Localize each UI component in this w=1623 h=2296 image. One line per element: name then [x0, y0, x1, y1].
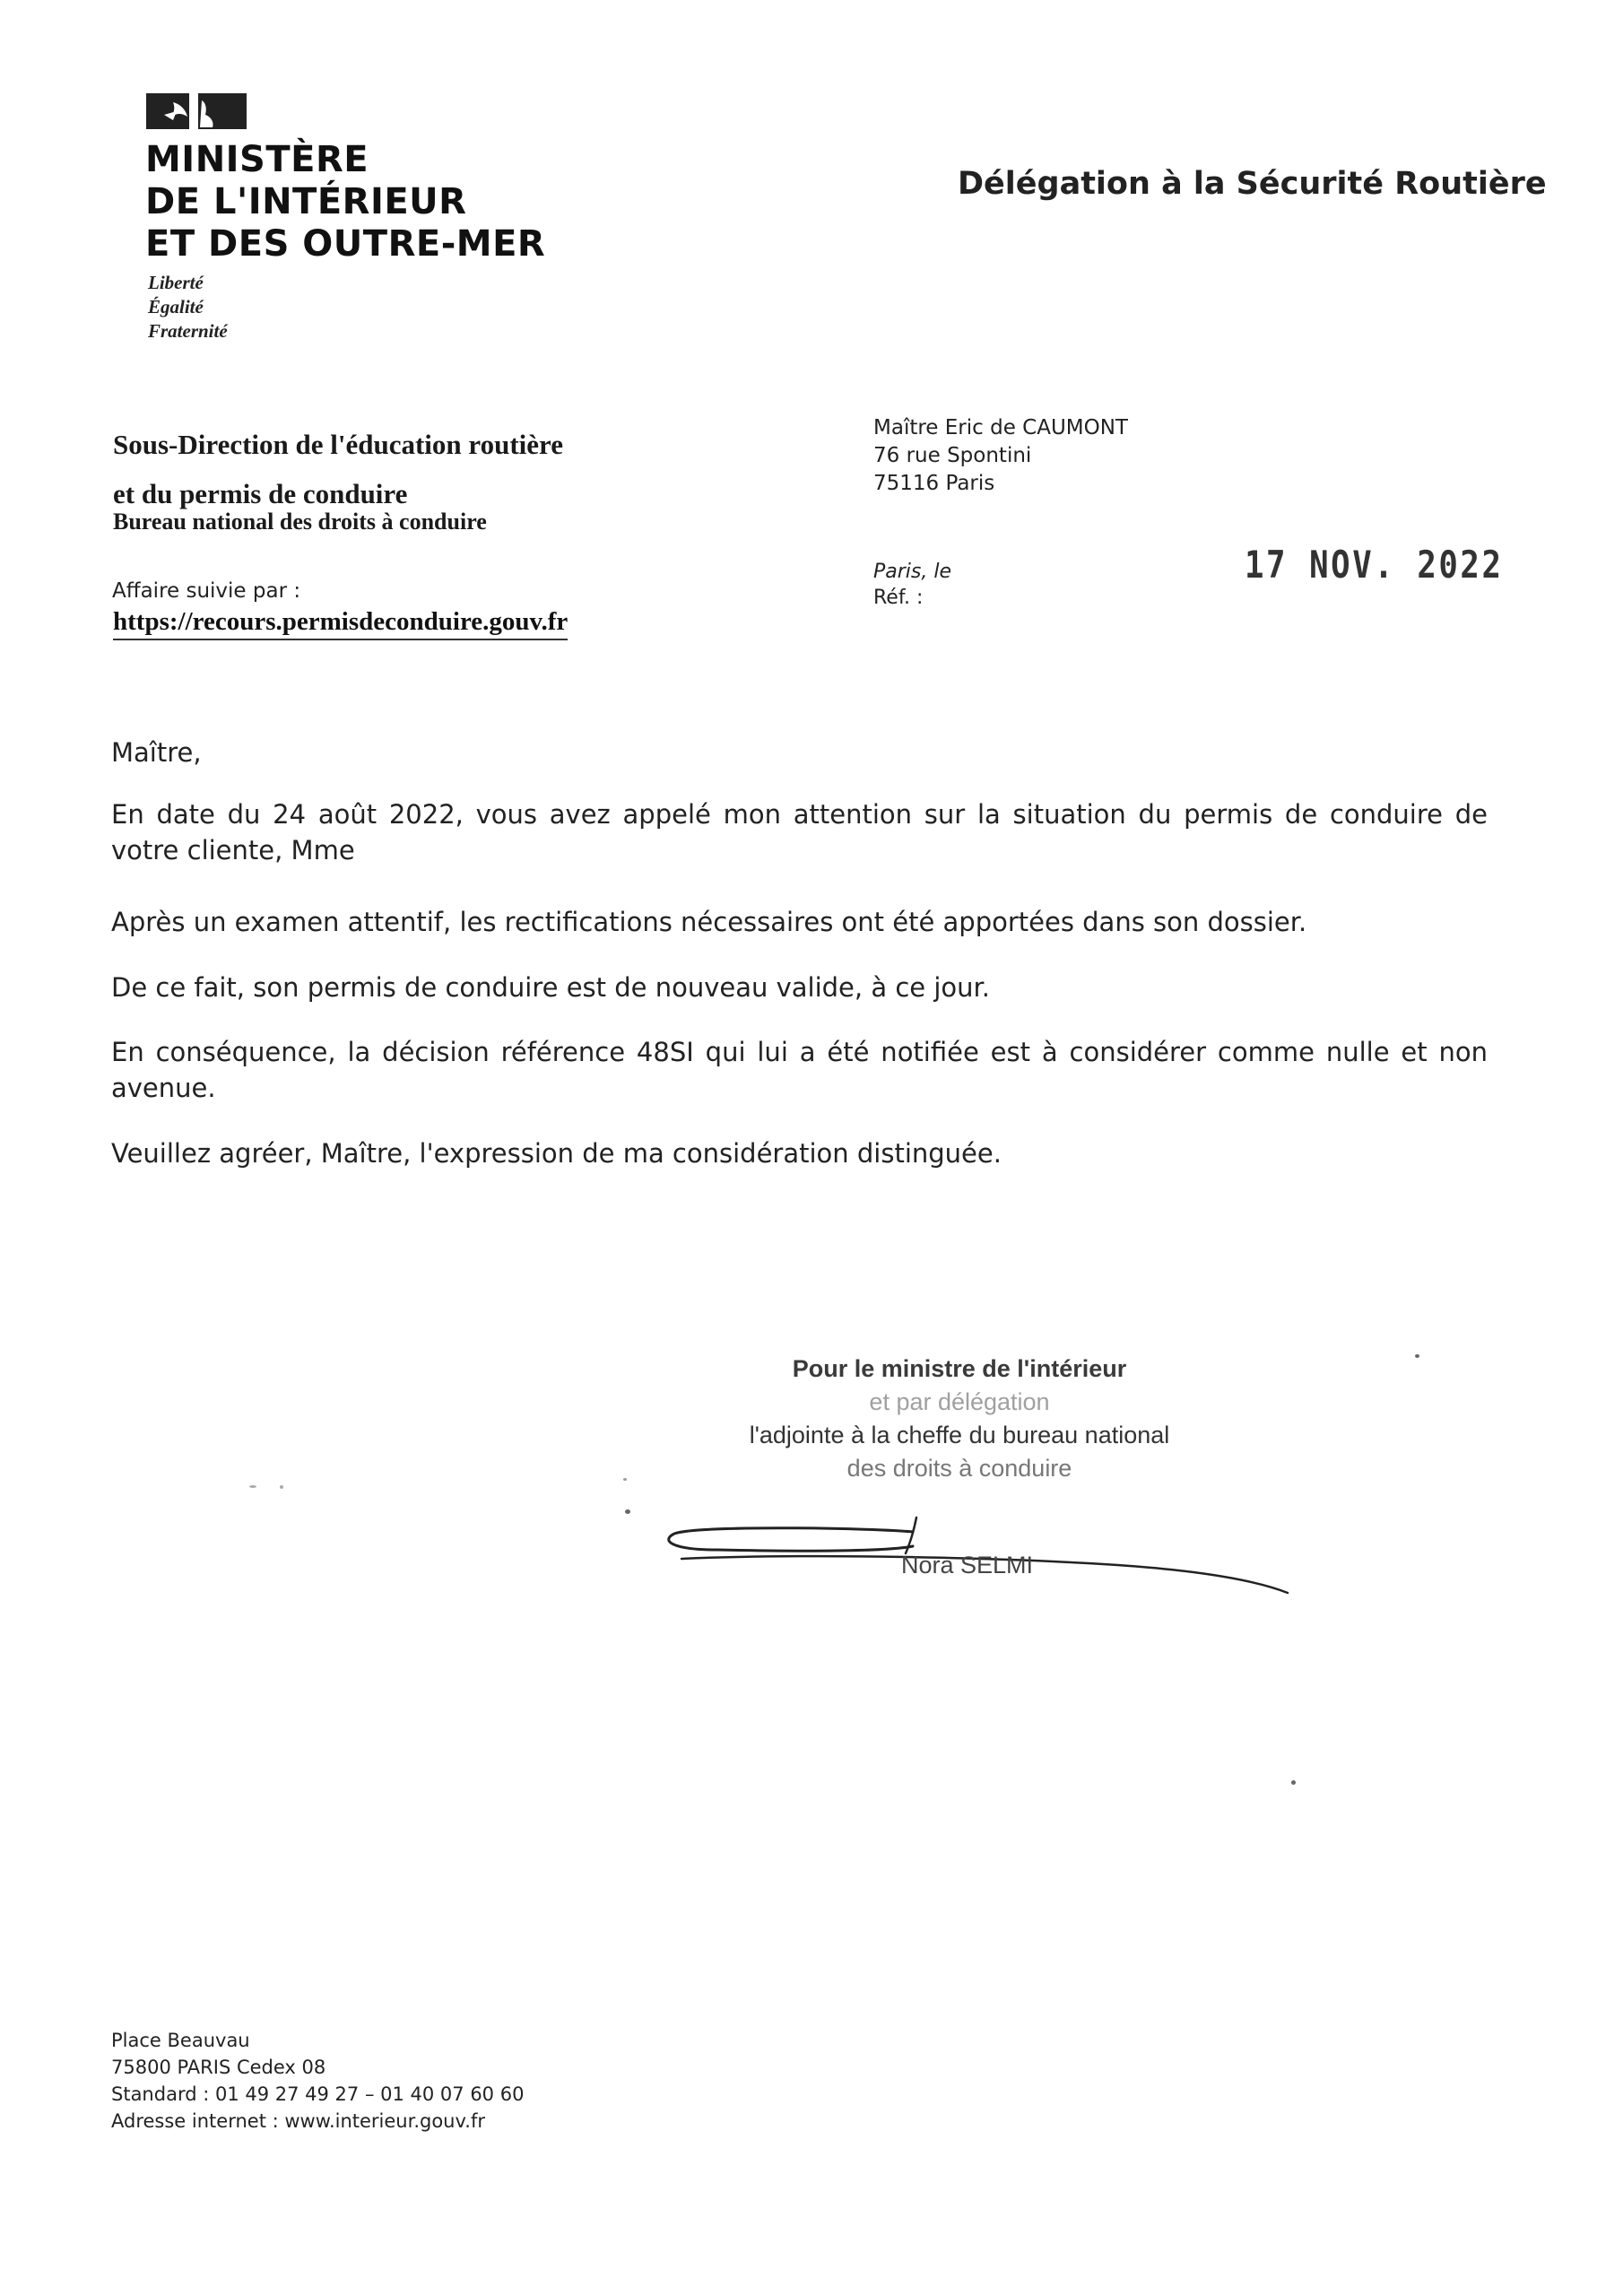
signature-line-4: des droits à conduire	[846, 1455, 1072, 1482]
signature-line-1: Pour le ministre de l'intérieur	[792, 1355, 1127, 1382]
signature-line-2: et par délégation	[869, 1388, 1050, 1415]
date-stamp: 17 NOV. 2022	[1245, 543, 1504, 587]
scan-speck	[280, 1485, 283, 1489]
recipient-address	[873, 414, 1128, 498]
body-paragraph-5: Veuillez agréer, Maître, l'expression de ma considération distinguée.	[111, 1138, 1002, 1169]
body-paragraph-1: En date du 24 août 2022, vous avez appelé mon attention sur la situation du permis de conduire de votre cliente, Mme	[111, 799, 1488, 865]
ministry-name	[145, 139, 545, 265]
scan-speck	[623, 1478, 627, 1481]
salutation: Maître,	[111, 737, 202, 768]
footer-line-1: Place Beauvau	[111, 2030, 250, 2051]
marianne-logo-icon	[146, 93, 247, 129]
body-paragraph-3: De ce fait, son permis de conduire est de nouveau valide, à ce jour.	[111, 972, 990, 1003]
ministry-line-1: MINISTÈRE	[145, 139, 369, 180]
scan-speck	[625, 1509, 630, 1514]
footer-line-2: 75800 PARIS Cedex 08	[111, 2057, 326, 2078]
recipient-street: 76 rue Spontini	[873, 444, 1032, 467]
signatory-name: Nora SELMI	[901, 1552, 1034, 1578]
republic-motto	[148, 271, 228, 344]
recipient-city: 75116 Paris	[873, 472, 995, 495]
subdirection-line-1: Sous-Direction de l'éducation routière	[113, 429, 564, 460]
dateline-place: Paris, le	[873, 561, 952, 583]
recours-link[interactable]: https://recours.permisdeconduire.gouv.fr	[113, 607, 568, 640]
body-paragraph-2: Après un examen attentif, les rectifications nécessaires ont été apportées dans son dossier.	[111, 907, 1307, 937]
motto-fraternite: Fraternité	[148, 320, 228, 342]
footer-line-4: Adresse internet : www.interieur.gouv.fr	[111, 2110, 485, 2132]
footer-address	[111, 2027, 524, 2135]
subdirection-line-2: et du permis de conduire	[113, 478, 408, 509]
delegation-heading: Délégation à la Sécurité Routière	[958, 166, 1547, 202]
sender-subdirection	[113, 420, 563, 518]
scan-speck	[249, 1485, 256, 1488]
sender-bureau: Bureau national des droits à conduire	[113, 509, 487, 535]
ministry-line-3: ET DES OUTRE-MER	[145, 223, 546, 265]
motto-egalite: Égalité	[148, 296, 204, 317]
body-paragraph-4: En conséquence, la décision référence 48SI qui lui a été notifiée est à considérer comme nulle et non avenue.	[111, 1037, 1488, 1103]
signature-line-3: l'adjointe à la cheffe du bureau national	[749, 1422, 1170, 1448]
footer-line-3: Standard : 01 49 27 49 27 – 01 40 07 60 60	[111, 2083, 525, 2105]
recipient-name: Maître Eric de CAUMONT	[873, 416, 1128, 439]
scan-speck	[1415, 1354, 1419, 1358]
ministry-line-2: DE L'INTÉRIEUR	[145, 181, 467, 222]
reference-label: Réf. :	[873, 587, 924, 609]
affaire-label: Affaire suivie par :	[112, 579, 301, 603]
signature-block	[699, 1352, 1219, 1485]
scan-speck	[1291, 1780, 1296, 1785]
motto-liberte: Liberté	[148, 272, 204, 293]
